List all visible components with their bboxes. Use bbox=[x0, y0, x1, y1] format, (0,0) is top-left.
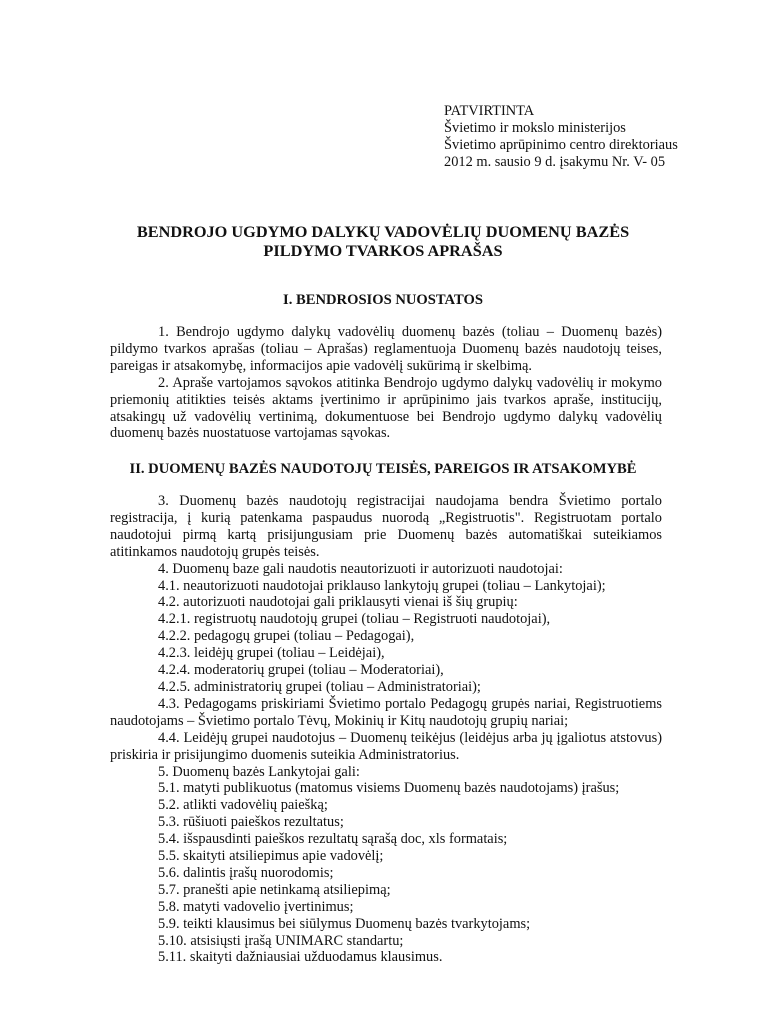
document-title-line: BENDROJO UGDYMO DALYKŲ VADOVĖLIŲ DUOMENŲ BAZĖS bbox=[136, 222, 630, 241]
list-item: 4.2.3. leidėjų grupei (toliau – Leidėjai), bbox=[158, 645, 385, 662]
approval-line: Švietimo aprūpinimo centro direktoriaus bbox=[444, 137, 678, 153]
list-item: 5.8. matyti vadovelio įvertinimus; bbox=[158, 898, 354, 915]
list-item: 4.2.2. pedagogų grupei (toliau – Pedagogai), bbox=[158, 628, 415, 645]
approval-line: Švietimo ir mokslo ministerijos bbox=[444, 120, 626, 136]
section-heading-general: I. BENDROSIOS NUOSTATOS bbox=[283, 292, 483, 308]
document-title bbox=[110, 222, 656, 260]
paragraph: 2. Apraše vartojamos sąvokos atitinka Bendrojo ugdymo dalykų vadovėlių ir mokymo priemonių atitikties teisės aktams įvertinimo ir aprūpinimo jais tvarkos apraše, institucijų, atsakingų už vadovėlių vertinimą, dokumentuose bei Bendrojo ugdymo dalykų vadovėlių duomenų bazės nuostatuose vartojamas sąvokas. bbox=[110, 374, 662, 442]
list-item: 5.3. rūšiuoti paieškos rezultatus; bbox=[158, 814, 344, 831]
list-item: 5.9. teikti klausimus bei siūlymus Duomenų bazės tvarkytojams; bbox=[158, 915, 531, 932]
list-item: 5.2. atlikti vadovėlių paiešką; bbox=[158, 797, 328, 814]
section-general-body bbox=[110, 324, 662, 442]
approval-line: PATVIRTINTA bbox=[444, 103, 535, 119]
list-item: 4.2.5. administratorių grupei (toliau – Administratoriai); bbox=[158, 678, 481, 695]
list-item: 4.2.1. registruotų naudotojų grupei (toliau – Registruoti naudotojai), bbox=[158, 611, 551, 628]
list-item: 4.2.4. moderatorių grupei (toliau – Moderatoriai), bbox=[158, 662, 444, 679]
list-item: 5.7. pranešti apie netinkamą atsiliepimą; bbox=[158, 881, 391, 898]
paragraph: 4.4. Leidėjų grupei naudotojus – Duomenų teikėjus (leidėjus arba jų įgaliotus atstovus) priskiria ir prisijungimo duomenis suteikia Administratorius. bbox=[110, 729, 662, 763]
list-item: 5.6. dalintis įrašų nuorodomis; bbox=[158, 864, 334, 881]
list-item: 5.10. atsisiųsti įrašą UNIMARC standartu; bbox=[158, 932, 404, 949]
list-item: 4.1. neautorizuoti naudotojai priklauso lankytojų grupei (toliau – Lankytojai); bbox=[158, 577, 606, 594]
list-item: 5.11. skaityti dažniausiai užduodamus klausimus. bbox=[158, 949, 443, 966]
paragraph: 4.3. Pedagogams priskiriami Švietimo portalo Pedagogų grupės nariai, Registruotiems naudotojams – Švietimo portalo Tėvų, Mokinių ir Kitų naudotojų grupių nariai; bbox=[110, 695, 662, 729]
approval-line: 2012 m. sausio 9 d. įsakymu Nr. V- 05 bbox=[444, 154, 666, 170]
approval-block bbox=[444, 103, 678, 171]
list-item: 4.2. autorizuoti naudotojai gali priklausyti vienai iš šių grupių: bbox=[158, 594, 518, 611]
list-item: 5.5. skaityti atsiliepimus apie vadovėlį; bbox=[158, 848, 384, 865]
list-item: 4. Duomenų baze gali naudotis neautorizuoti ir autorizuoti naudotojai: bbox=[158, 560, 563, 577]
paragraph: 1. Bendrojo ugdymo dalykų vadovėlių duomenų bazės (toliau – Duomenų bazės) pildymo tvarkos aprašas (toliau – Aprašas) reglamentuoja Duomenų bazės naudotojų teises, pareigas ir atsakomybę, informacijos apie vadovėlį sukūrimą ir skelbimą. bbox=[110, 324, 662, 374]
list-item: 5. Duomenų bazės Lankytojai gali: bbox=[158, 763, 360, 780]
section-user-rights-body bbox=[110, 493, 662, 966]
paragraph: 3. Duomenų bazės naudotojų registracijai naudojama bendra Švietimo portalo registracija, į kurią patenkama paspaudus nuorodą „Registruotis". Registruotam portalo naudotojui pirmą kartą prisijungusiam prie Duomenų bazės automatiškai suteikiamos atitinkamos naudotojų grupės teisės. bbox=[110, 493, 662, 560]
list-item: 5.1. matyti publikuotus (matomus visiems Duomenų bazės naudotojams) įrašus; bbox=[158, 780, 620, 797]
list-item: 5.4. išspausdinti paieškos rezultatų sąrašą doc, xls formatais; bbox=[158, 831, 508, 848]
document-title-line: PILDYMO TVARKOS APRAŠAS bbox=[263, 241, 503, 260]
section-heading-user-rights: II. DUOMENŲ BAZĖS NAUDOTOJŲ TEISĖS, PAREIGOS IR ATSAKOMYBĖ bbox=[129, 461, 637, 477]
